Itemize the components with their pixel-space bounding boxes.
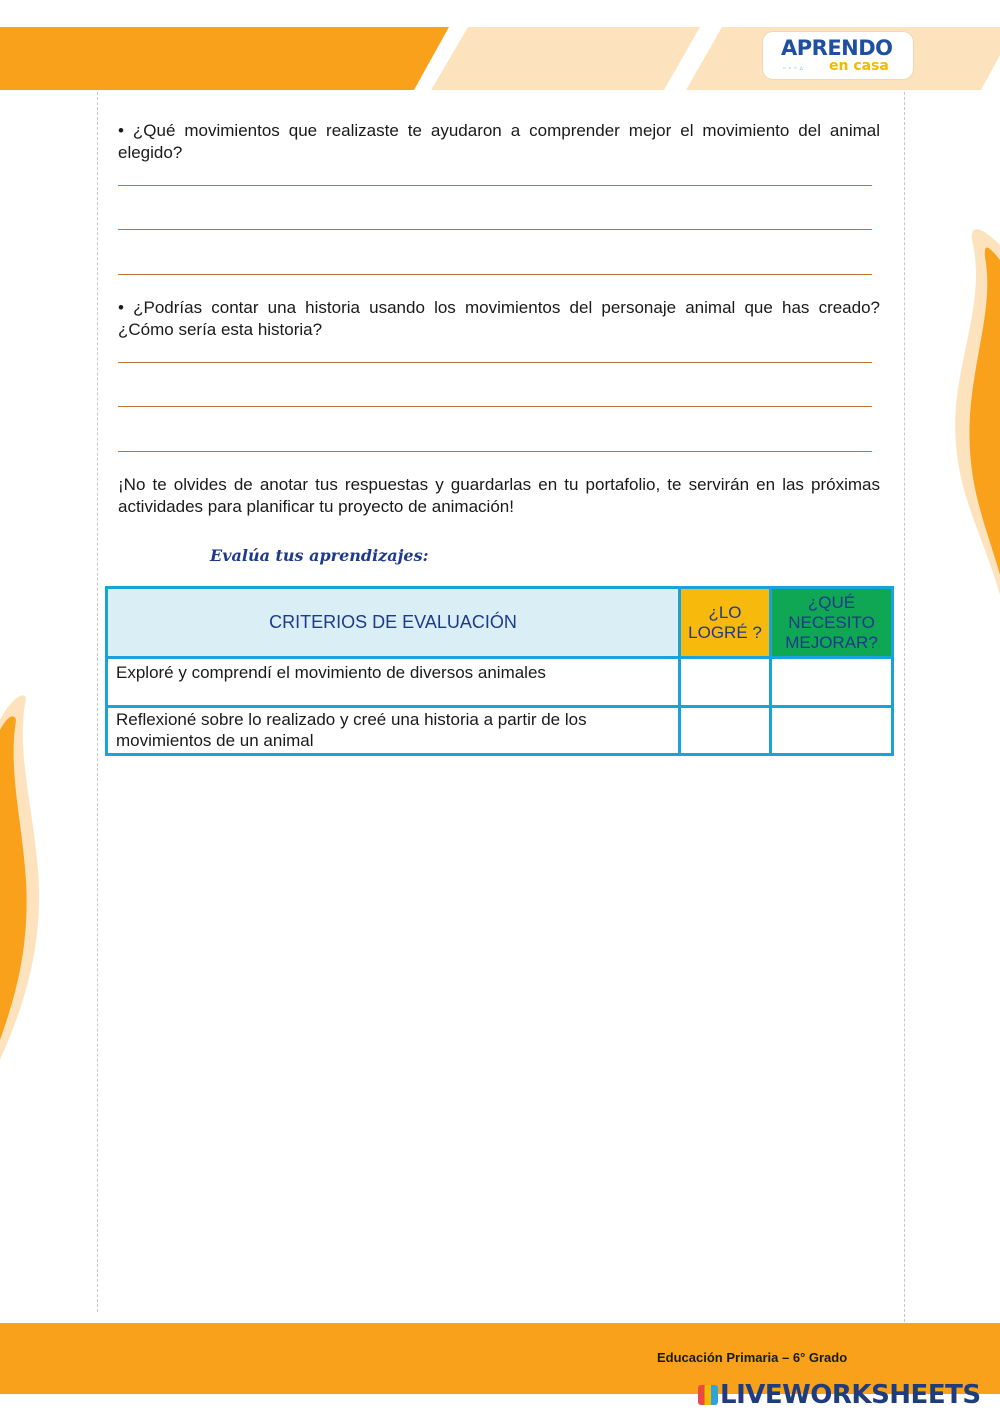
liveworksheets-logo-icon [698, 1385, 718, 1405]
grade-label: Educación Primaria – 6° Grado [657, 1350, 848, 1365]
left-margin-guide [97, 92, 98, 1312]
logo-dots: ▫▫▫▵ [783, 65, 806, 72]
left-flame-decoration [0, 690, 50, 1070]
improve-header: ¿QUÉ NECESITO MEJORAR? [771, 588, 893, 658]
question-2-answer-line-3[interactable] [118, 431, 872, 452]
question-2-answer-line-1[interactable] [118, 342, 872, 363]
liveworksheets-watermark [698, 1380, 981, 1408]
improve-cell[interactable] [771, 658, 893, 707]
improve-cell[interactable] [771, 707, 893, 755]
evaluation-heading: Evalúa tus aprendizajes: [210, 546, 429, 565]
evaluation-table-header [107, 588, 893, 658]
evaluation-table [105, 586, 894, 756]
question-1-text: • ¿Qué movimientos que realizaste te ayudaron a comprender mejor el movimiento del animal elegido? [118, 121, 880, 162]
portfolio-reminder: ¡No te olvides de anotar tus respuestas y guardarlas en tu portafolio, te servirán en las próximas actividades para planificar tu proyecto de animación! [118, 475, 880, 516]
achieved-cell[interactable] [680, 658, 771, 707]
criterion-cell: Exploré y comprendí el movimiento de diversos animales [107, 658, 680, 707]
question-1-answer-line-1[interactable] [118, 165, 872, 186]
achieved-cell[interactable] [680, 707, 771, 755]
question-1-answer-line-3[interactable] [118, 254, 872, 275]
watermark-text: LIVEWORKSHEETS [720, 1380, 981, 1410]
criteria-header: CRITERIOS DE EVALUACIÓN [107, 588, 680, 658]
table-row [107, 707, 893, 755]
criterion-cell: Reflexioné sobre lo realizado y creé una historia a partir de los movimientos de un animal [107, 707, 680, 755]
right-flame-decoration [940, 225, 1000, 605]
aprendo-en-casa-logo [763, 32, 913, 79]
question-2-answer-line-2[interactable] [118, 386, 872, 407]
right-margin-guide [904, 92, 905, 1342]
achieved-header: ¿LO LOGRÉ ? [680, 588, 771, 658]
question-2-text: • ¿Podrías contar una historia usando los movimientos del personaje animal que has creado? ¿Cómo sería esta historia? [118, 298, 880, 339]
logo-title: APRENDO [781, 36, 893, 60]
question-1-answer-line-2[interactable] [118, 209, 872, 230]
logo-subtitle: en casa [829, 58, 889, 74]
table-row [107, 658, 893, 707]
